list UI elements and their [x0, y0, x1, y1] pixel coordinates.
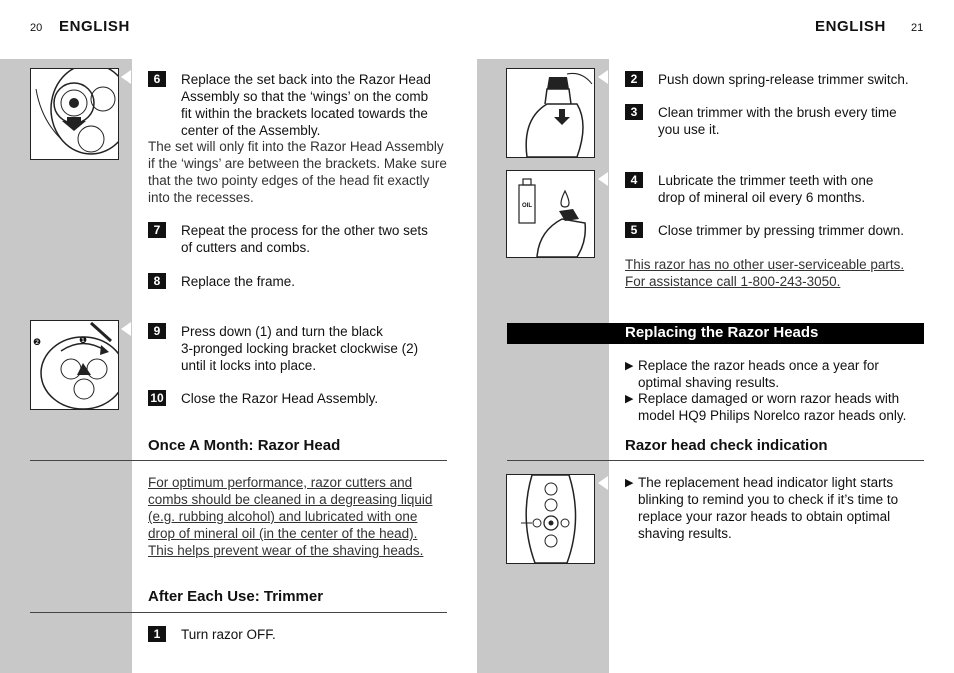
- figure-label-1: ❶: [79, 335, 88, 345]
- step-3-text: Clean trimmer with the brush every time you use it.: [658, 105, 897, 137]
- step-6-text: Replace the set back into the Razor Head Assembly so that the ‘wings’ on the comb fit within the brackets located towards the center of the Assembly.: [181, 72, 431, 138]
- replace-bullet-2: Replace damaged or worn razor heads with model HQ9 Philips Norelco razor heads only.: [638, 391, 907, 423]
- service-note: This razor has no other user-serviceable parts. For assistance call 1-800-243-3050.: [625, 257, 905, 289]
- replacing-banner-title: Replacing the Razor Heads: [625, 324, 819, 341]
- step-number: 2: [625, 71, 643, 87]
- figure-locking-bracket: [30, 320, 119, 410]
- step-number: 1: [148, 626, 166, 642]
- step-number: 8: [148, 273, 166, 289]
- step-8-text: Replace the frame.: [181, 274, 296, 289]
- divider: [30, 460, 447, 461]
- figure-pointer: [598, 476, 608, 490]
- figure-pointer: [121, 70, 131, 84]
- step-number: 7: [148, 222, 166, 238]
- figure-pointer: [598, 70, 608, 84]
- heading-after-each-use: After Each Use: Trimmer: [148, 588, 324, 605]
- step-4-text: Lubricate the trimmer teeth with one drop of mineral oil every 6 months.: [658, 173, 874, 205]
- figure-oil-lubrication: [506, 170, 595, 258]
- divider: [507, 460, 924, 461]
- step-10-text: Close the Razor Head Assembly.: [181, 391, 379, 406]
- monthly-paragraph: For optimum performance, razor cutters and combs should be cleaned in a degreasing liquid (e.g. rubbing alcohol) and lubricated with one drop of mineral oil (in the center of the head). This helps prevent wear of the shaving heads.: [148, 475, 433, 558]
- bullet-icon: ▶: [625, 360, 634, 372]
- figure-razor-head-set: [30, 68, 119, 160]
- bullet-icon: ▶: [625, 477, 634, 489]
- left-page-number: 20: [30, 22, 43, 34]
- heading-check-indication: Razor head check indication: [625, 437, 828, 454]
- step-number: 4: [625, 172, 643, 188]
- heading-once-a-month: Once A Month: Razor Head: [148, 437, 341, 454]
- step-number: 10: [148, 390, 166, 406]
- right-page-number: 21: [911, 22, 924, 34]
- figure-head-indicator: [506, 474, 595, 564]
- left-language-header: ENGLISH: [59, 18, 130, 35]
- step-1-text: Turn razor OFF.: [181, 627, 276, 642]
- step-number: 6: [148, 71, 166, 87]
- right-language-header: ENGLISH: [815, 18, 886, 35]
- step-number: 5: [625, 222, 643, 238]
- replacing-banner: [507, 323, 924, 344]
- divider: [30, 612, 447, 613]
- oil-bottle-label: OIL: [522, 203, 532, 209]
- figure-pointer: [121, 322, 131, 336]
- replace-bullet-1: Replace the razor heads once a year for optimal shaving results.: [638, 358, 879, 390]
- step-7-text: Repeat the process for the other two sets of cutters and combs.: [181, 223, 428, 255]
- figure-label-2: ❷: [33, 337, 42, 347]
- step-number: 3: [625, 104, 643, 120]
- bullet-icon: ▶: [625, 393, 634, 405]
- check-bullet-text: The replacement head indicator light starts blinking to remind you to check if it’s time to replace your razor heads to obtain optimal shaving results.: [638, 475, 899, 541]
- figure-pointer: [598, 172, 608, 186]
- wings-note: The set will only fit into the Razor Head Assembly if the ‘wings’ are between the brackets. Make sure that the two pointy edges of the head fit exactly into the recesses.: [148, 139, 447, 205]
- step-5-text: Close trimmer by pressing trimmer down.: [658, 223, 905, 238]
- step-number: 9: [148, 323, 166, 339]
- step-2-text: Push down spring-release trimmer switch.: [658, 72, 909, 87]
- step-9-text: Press down (1) and turn the black 3-pronged locking bracket clockwise (2) until it locks into place.: [181, 324, 419, 373]
- figure-trimmer-switch: [506, 68, 595, 158]
